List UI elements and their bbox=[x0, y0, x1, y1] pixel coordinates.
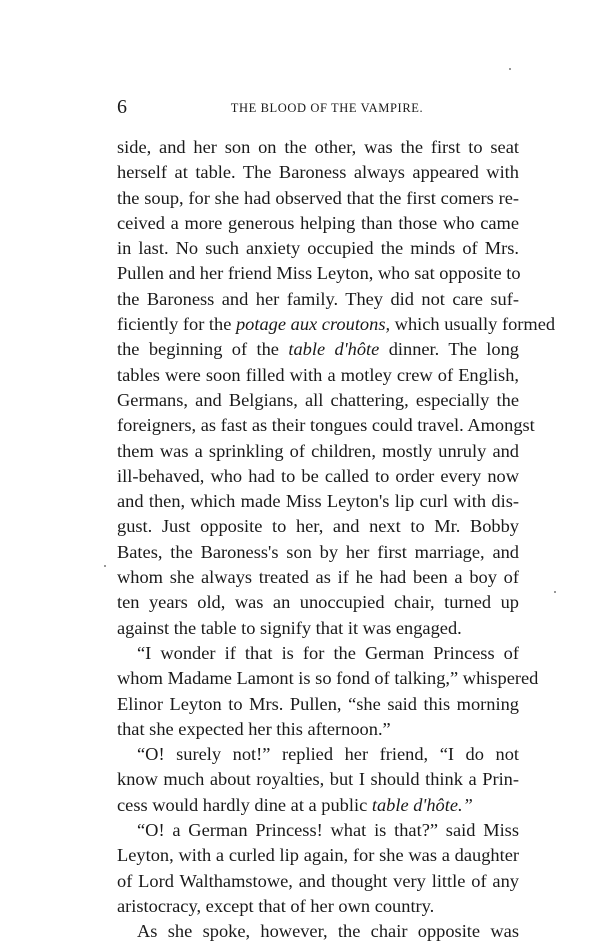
paper-speck bbox=[554, 591, 556, 593]
text-segment: cess would hardly dine at a public bbox=[117, 794, 372, 815]
text-line: against the table to signify that it was engaged. bbox=[117, 617, 462, 638]
body-text bbox=[117, 135, 556, 945]
text-line: “O! surely not!” replied her friend, “I do not bbox=[137, 744, 519, 765]
text-line: that she expected her this afternoon.” bbox=[117, 718, 391, 739]
text-segment: ficiently for the bbox=[117, 314, 236, 335]
italic-phrase: table d'hôte bbox=[288, 339, 380, 360]
italic-phrase: table d'hôte.” bbox=[371, 794, 473, 815]
paper-speck bbox=[104, 565, 106, 567]
text-line: whom she always treated as if he had been a boy of bbox=[117, 567, 519, 588]
text-line: gust. Just opposite to her, and next to Mr. Bobby bbox=[117, 516, 519, 537]
text-line: Pullen and her friend Miss Leyton, who sat opposite to bbox=[117, 263, 521, 284]
text-line: tables were soon filled with a motley crew of English, bbox=[117, 364, 519, 385]
page-number: 6 bbox=[117, 96, 127, 118]
text-segment: the beginning of the bbox=[117, 339, 289, 360]
italic-phrase: potage aux croutons, bbox=[235, 314, 391, 335]
text-line: Bates, the Baroness's son by her first marriage, and bbox=[117, 541, 519, 562]
text-line: and then, which made Miss Leyton's lip curl with dis- bbox=[117, 491, 519, 512]
text-line: ceived a more generous helping than those who came bbox=[117, 212, 519, 233]
text-line: aristocracy, except that of her own country. bbox=[117, 895, 435, 916]
running-title: THE BLOOD OF THE VAMPIRE. bbox=[230, 101, 424, 115]
text-line: of Lord Walthamstowe, and thought very little of any bbox=[117, 870, 519, 891]
text-line bbox=[117, 793, 519, 818]
text-line: know much about royalties, but I should think a Prin- bbox=[117, 769, 519, 790]
text-line: Germans, and Belgians, all chattering, especially the bbox=[117, 389, 519, 410]
text-line: foreigners, as fast as their tongues could travel. Amongst bbox=[117, 415, 535, 436]
text-line: side, and her son on the other, was the first to seat bbox=[117, 137, 519, 157]
text-segment: dinner. The long bbox=[379, 339, 519, 360]
text-line: herself at table. The Baroness always appeared with bbox=[117, 162, 519, 183]
text-line: whom Madame Lamont is so fond of talking,” whispered bbox=[117, 668, 539, 689]
text-line: Leyton, with a curled lip again, for she was a daughter bbox=[117, 845, 519, 866]
text-line bbox=[117, 312, 556, 337]
text-line: Elinor Leyton to Mrs. Pullen, “she said this morning bbox=[117, 693, 519, 714]
text-line: them was a sprinkling of children, mostly unruly and bbox=[117, 440, 519, 461]
text-line: ill-behaved, who had to be called to order every now bbox=[117, 465, 519, 486]
text-segment: which usually formed bbox=[390, 314, 556, 335]
text-line: in last. No such anxiety occupied the minds of Mrs. bbox=[117, 238, 519, 259]
running-head bbox=[117, 94, 519, 120]
text-line: “I wonder if that is for the German Princess of bbox=[137, 642, 519, 663]
text-line bbox=[117, 337, 519, 362]
text-line: ten years old, was an unoccupied chair, turned up bbox=[117, 592, 519, 613]
text-line: the soup, for she had observed that the first comers re- bbox=[117, 187, 519, 208]
text-line: As she spoke, however, the chair opposite was bbox=[137, 921, 519, 942]
paper-speck bbox=[509, 68, 511, 70]
text-line: “O! a German Princess! what is that?” said Miss bbox=[137, 820, 519, 841]
text-line: the Baroness and her family. They did not care suf- bbox=[117, 288, 519, 309]
